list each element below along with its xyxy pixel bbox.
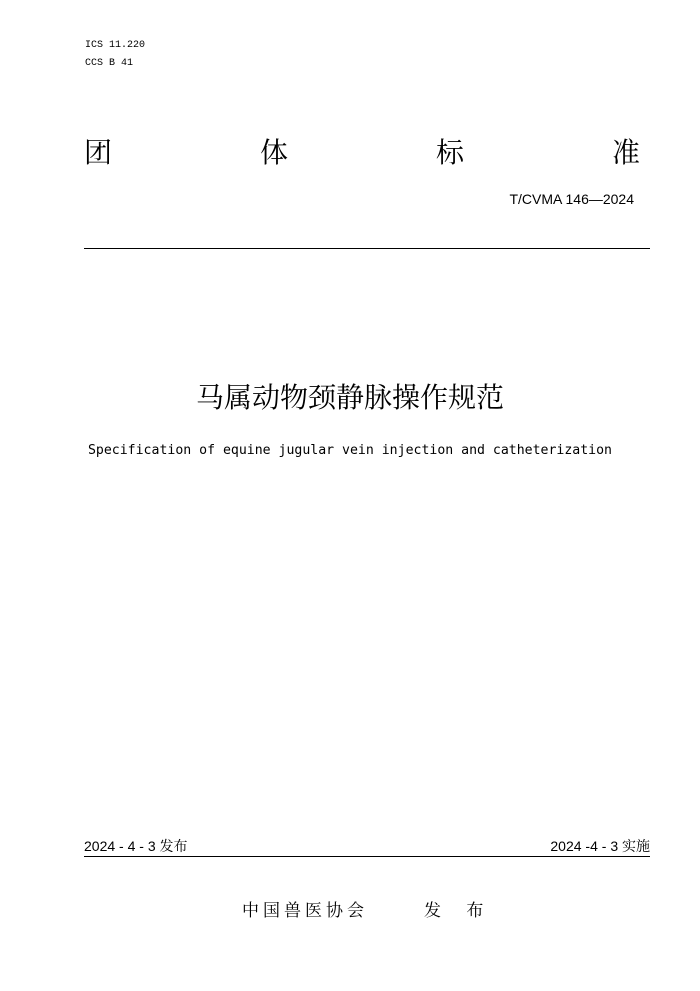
ccs-code: CCS B 41 bbox=[85, 58, 134, 69]
title-chinese: 马属动物颈静脉操作规范 bbox=[195, 381, 504, 414]
standard-type-char: 标 bbox=[435, 136, 464, 169]
standard-type-char: 体 bbox=[259, 136, 288, 169]
standard-number: T/CVMA 146—2024 bbox=[509, 191, 634, 207]
standard-type-heading bbox=[84, 133, 640, 173]
standard-type-char: 准 bbox=[611, 136, 640, 169]
footer-divider bbox=[84, 856, 650, 857]
title-english: Specification of equine jugular vein injection and catheterization bbox=[87, 443, 612, 458]
ics-code: ICS 11.220 bbox=[85, 40, 146, 51]
publish-label: 发 布 bbox=[424, 901, 494, 921]
header-divider bbox=[84, 248, 650, 249]
classification-codes bbox=[85, 37, 145, 73]
issue-date: 2024 - 4 - 3 发布 bbox=[84, 838, 188, 854]
standard-type-char: 团 bbox=[84, 136, 113, 169]
publisher-name: 中国兽医协会 bbox=[242, 901, 368, 921]
implementation-date: 2024 -4 - 3 实施 bbox=[550, 838, 650, 854]
